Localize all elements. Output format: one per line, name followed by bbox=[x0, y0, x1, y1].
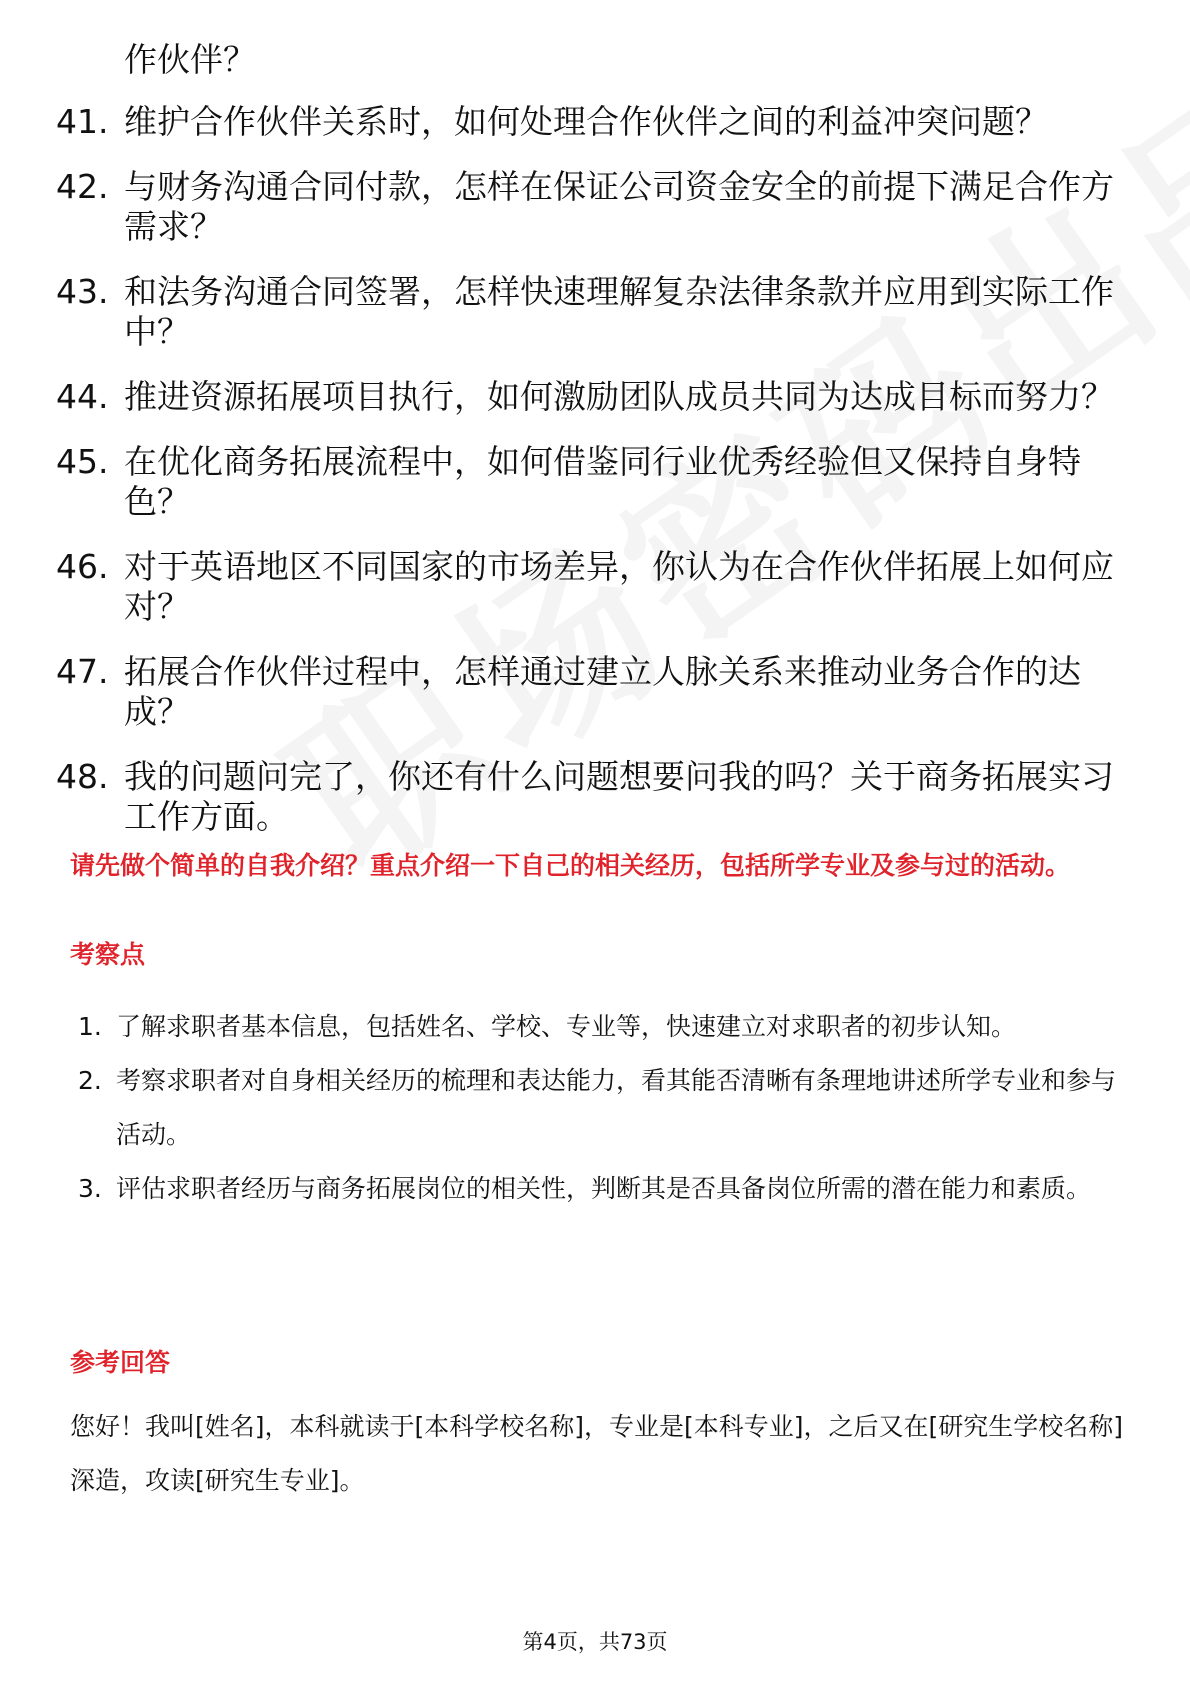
point-number: 3. bbox=[78, 1174, 102, 1203]
section-question-heading: 请先做个简单的自我介绍？重点介绍一下自己的相关经历，包括所学专业及参与过的活动。 bbox=[70, 851, 1071, 880]
question-number: 42. bbox=[56, 167, 109, 206]
question-text: 拓展合作伙伴过程中，怎样通过建立人脉关系来推动业务合作的达成？ bbox=[124, 652, 1081, 731]
list-item bbox=[56, 377, 1126, 417]
answer-text: 您好！我叫[姓名]，本科就读于[本科学校名称]，专业是[本科专业]，之后又在[研究生学校名称]深造，攻读[研究生专业]。 bbox=[70, 1412, 1124, 1495]
question-text: 在优化商务拓展流程中，如何借鉴同行业优秀经验但又保持自身特色？ bbox=[124, 442, 1081, 521]
point-number: 2. bbox=[78, 1066, 102, 1095]
list-item bbox=[56, 757, 1126, 837]
question-number: 46. bbox=[56, 547, 109, 586]
points-heading: 考察点 bbox=[70, 940, 146, 969]
list-item bbox=[56, 167, 1126, 247]
question-text: 我的问题问完了，你还有什么问题想要问我的吗？关于商务拓展实习工作方面。 bbox=[124, 757, 1114, 836]
question-text: 推进资源拓展项目执行，如何激励团队成员共同为达成目标而努力？ bbox=[124, 377, 1114, 416]
question-number: 44. bbox=[56, 377, 109, 416]
list-item bbox=[78, 1054, 1128, 1162]
question-text: 对于英语地区不同国家的市场差异，你认为在合作伙伴拓展上如何应对？ bbox=[124, 547, 1114, 626]
question-number: 43. bbox=[56, 272, 109, 311]
question-number: 45. bbox=[56, 442, 109, 481]
question-continuation: 作伙伴？ bbox=[124, 40, 256, 79]
question-number: 41. bbox=[56, 102, 109, 141]
page-footer: 第4页，共73页 bbox=[522, 1630, 668, 1654]
list-item bbox=[56, 272, 1126, 352]
points-list bbox=[78, 1000, 1128, 1216]
question-text: 和法务沟通合同签署，怎样快速理解复杂法律条款并应用到实际工作中？ bbox=[124, 272, 1114, 351]
question-text: 与财务沟通合同付款，怎样在保证公司资金安全的前提下满足合作方需求？ bbox=[124, 167, 1114, 246]
point-text: 了解求职者基本信息，包括姓名、学校、专业等，快速建立对求职者的初步认知。 bbox=[116, 1012, 1017, 1041]
question-number: 48. bbox=[56, 757, 109, 796]
point-text: 考察求职者对自身相关经历的梳理和表达能力，看其能否清晰有条理地讲述所学专业和参与活动。 bbox=[116, 1066, 1117, 1149]
list-item bbox=[56, 652, 1126, 732]
question-number: 47. bbox=[56, 652, 109, 691]
list-item bbox=[78, 1162, 1128, 1216]
question-list bbox=[56, 40, 1126, 862]
list-item bbox=[56, 442, 1126, 522]
point-text: 评估求职者经历与商务拓展岗位的相关性，判断其是否具备岗位所需的潜在能力和素质。 bbox=[116, 1174, 1092, 1203]
list-item bbox=[56, 102, 1126, 142]
list-item bbox=[56, 547, 1126, 627]
list-item bbox=[78, 1000, 1128, 1054]
answer-heading: 参考回答 bbox=[70, 1348, 171, 1377]
question-text: 维护合作伙伴关系时，如何处理合作伙伴之间的利益冲突问题？ bbox=[124, 102, 1048, 141]
point-number: 1. bbox=[78, 1012, 102, 1041]
